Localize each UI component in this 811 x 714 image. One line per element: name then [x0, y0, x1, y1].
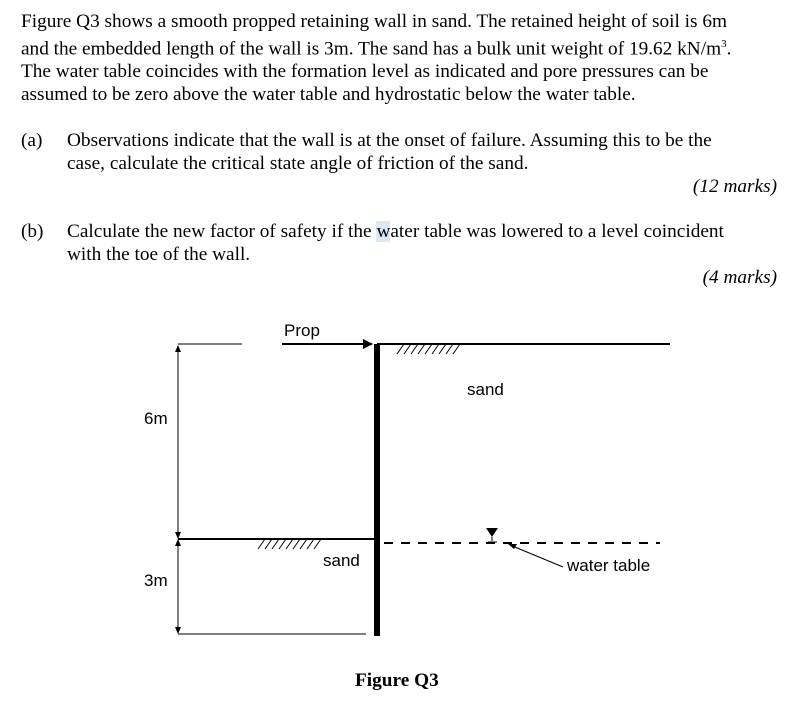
dimension-arrowhead-6m-bottom: [175, 532, 181, 539]
water-table-label: water table: [567, 556, 651, 575]
ground-hatch-upper: [397, 344, 460, 354]
part-b-text: [67, 220, 791, 266]
part-b-line-1-end: ater table was lowered to a level coincident: [390, 221, 724, 242]
part-a-line-2: case, calculate the critical state angle of friction of the sand.: [67, 153, 529, 174]
part-b-label: (b): [21, 221, 44, 242]
sand-label-lower: sand: [323, 551, 360, 570]
part-b-line-2: with the toe of the wall.: [67, 244, 251, 265]
intro-line-2: [21, 33, 791, 60]
intro-line-3: The water table coincides with the formation level as indicated and pore pressures can be: [21, 61, 709, 83]
intro-line-2-text: and the embedded length of the wall is 3m. The sand has a bulk unit weight of 19.62 kN/m: [21, 38, 722, 60]
intro-line-1: Figure Q3 shows a smooth propped retaining wall in sand. The retained height of soil is 6m: [21, 11, 727, 32]
ground-hatch-lower: [258, 539, 321, 549]
dimension-label-6m: 6m: [144, 409, 168, 428]
intro-line-2-end: .: [726, 38, 732, 60]
water-table-leader-arrowhead: [508, 544, 517, 549]
dimension-arrowhead-6m-top: [175, 345, 181, 352]
part-a-text: [67, 129, 791, 175]
part-a-label: (a): [21, 130, 43, 151]
figure-caption: Figure Q3: [355, 670, 439, 691]
part-b-line-1-start: Calculate the new factor of safety if the: [67, 221, 377, 242]
retaining-wall-figure: [0, 300, 811, 665]
part-a-line-1: Observations indicate that the wall is at the onset of failure. Assuming this to be the: [67, 130, 712, 151]
dimension-arrowhead-3m-top: [175, 539, 181, 546]
part-b-highlight: w: [376, 221, 391, 242]
intro-line-4: assumed to be zero above the water table and hydrostatic below the water table.: [21, 84, 636, 106]
part-a-marks: (12 marks): [692, 176, 777, 197]
unit-exponent: 3: [721, 38, 727, 50]
retaining-wall: [374, 344, 380, 636]
part-b-marks: (4 marks): [702, 267, 777, 288]
sand-label-upper: sand: [467, 380, 504, 399]
question-intro: [21, 10, 791, 106]
water-table-leader: [510, 545, 563, 567]
prop-label: Prop: [284, 321, 320, 340]
part-b-line-1: [67, 220, 791, 243]
dimension-label-3m: 3m: [144, 571, 168, 590]
water-table-symbol: [486, 528, 498, 542]
dimension-arrowhead-3m-bottom: [175, 627, 181, 634]
